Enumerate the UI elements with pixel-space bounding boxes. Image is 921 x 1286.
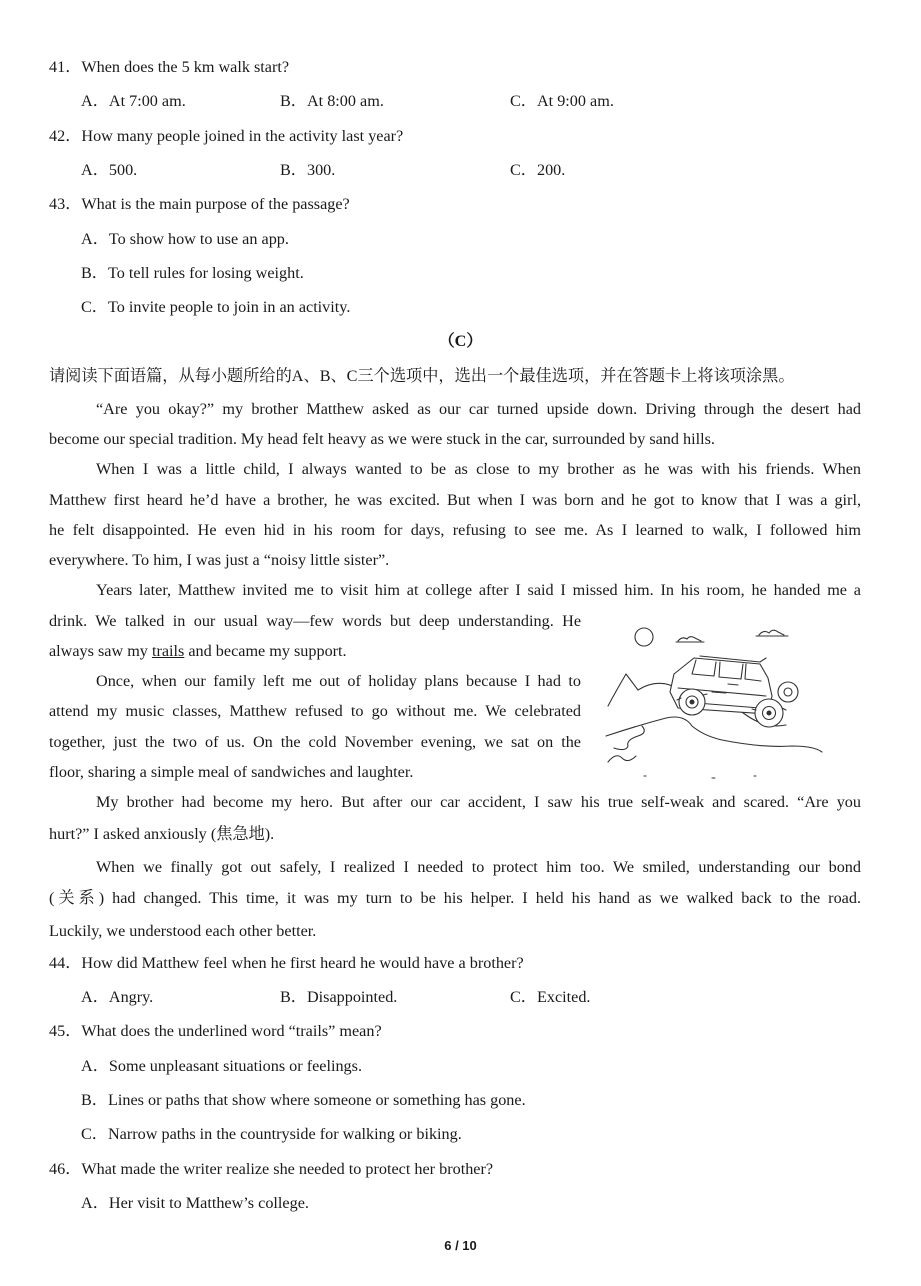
- passage-line: together, just the two of us. On the cold November evening, we sat on the: [49, 733, 581, 751]
- question-44-option-b: B．Disappointed.: [280, 988, 398, 1006]
- passage-line: everywhere. To him, I was just a “noisy little sister”.: [49, 551, 390, 569]
- cloud-icon: [676, 637, 704, 642]
- passage-line: When we finally got out safely, I realized I needed to protect him too. We smiled, understanding our bond: [96, 858, 861, 876]
- question-44-stem: 44．How did Matthew feel when he first heard he would have a brother?: [49, 954, 524, 972]
- question-42-option-c: C．200.: [510, 161, 566, 179]
- passage-line: (关系) had changed. This time, it was my turn to be his helper. I held his hand as we walked back to the road.: [49, 889, 861, 907]
- car-desert-illustration: [604, 618, 836, 780]
- question-43-option-c: C．To invite people to join in an activity.: [81, 298, 351, 316]
- question-43-stem: 43．What is the main purpose of the passage?: [49, 195, 350, 213]
- question-41-stem: 41．When does the 5 km walk start?: [49, 58, 290, 76]
- question-41-option-b: B．At 8:00 am.: [280, 92, 384, 110]
- page-number: 6 / 10: [444, 1238, 477, 1253]
- passage-line: attend my music classes, Matthew refused to go without me. We celebrated: [49, 702, 581, 720]
- question-45-option-a: A．Some unpleasant situations or feelings.: [81, 1057, 362, 1075]
- passage-line-with-underline: [49, 641, 347, 661]
- passage-line: Matthew first heard he’d have a brother, he was excited. But when I was born and he got to know that I was a girl,: [49, 491, 861, 509]
- sun-icon: [635, 628, 653, 646]
- question-45-option-c: C．Narrow paths in the countryside for walking or biking.: [81, 1125, 462, 1143]
- passage-line: “Are you okay?” my brother Matthew asked as our car turned upside down. Driving through the desert had: [96, 400, 861, 418]
- passage-text: and became my support.: [184, 642, 347, 660]
- question-46-stem: 46．What made the writer realize she needed to protect her brother?: [49, 1160, 494, 1178]
- section-heading: （C）: [438, 332, 483, 350]
- passage-line: Once, when our family left me out of holiday plans because I had to: [96, 672, 581, 690]
- question-42-stem: 42．How many people joined in the activity last year?: [49, 127, 404, 145]
- passage-line: floor, sharing a simple meal of sandwiches and laughter.: [49, 763, 414, 781]
- underlined-word-trails: trails: [151, 642, 185, 660]
- question-41-option-a: A．At 7:00 am.: [81, 92, 186, 110]
- cloud-icon: [756, 630, 788, 636]
- section-instruction: 请阅读下面语篇，从每小题所给的A、B、C三个选项中，选出一个最佳选项，并在答题卡上将该项涂黑。: [49, 367, 795, 385]
- question-45-stem: 45．What does the underlined word “trails” mean?: [49, 1022, 382, 1040]
- question-43-option-a: A．To show how to use an app.: [81, 230, 289, 248]
- passage-line: hurt?” I asked anxiously (焦急地).: [49, 825, 275, 843]
- passage-line: become our special tradition. My head felt heavy as we were stuck in the car, surrounded by sand hills.: [49, 430, 715, 448]
- passage-line: Luckily, we understood each other better.: [49, 922, 317, 940]
- question-41-option-c: C．At 9:00 am.: [510, 92, 614, 110]
- passage-line: he felt disappointed. He even hid in his room for days, refusing to see me. As I learned to walk, I followed him: [49, 521, 861, 539]
- question-42-option-b: B．300.: [280, 161, 336, 179]
- question-45-option-b: B．Lines or paths that show where someone or something has gone.: [81, 1091, 526, 1109]
- car-icon: [670, 656, 798, 727]
- passage-line: drink. We talked in our usual way—few words but deep understanding. He: [49, 612, 581, 630]
- question-46-option-a: A．Her visit to Matthew’s college.: [81, 1194, 309, 1212]
- question-44-option-a: A．Angry.: [81, 988, 154, 1006]
- passage-line: When I was a little child, I always wanted to be as close to my brother as he was with his friends. When: [96, 460, 861, 478]
- question-42-option-a: A．500.: [81, 161, 138, 179]
- passage-line: Years later, Matthew invited me to visit him at college after I said I missed him. In his room, he handed me a: [96, 581, 861, 599]
- passage-line: My brother had become my hero. But after our car accident, I saw his true self-weak and scared. “Are you: [96, 793, 861, 811]
- passage-text: always saw my: [49, 642, 152, 660]
- question-44-option-c: C．Excited.: [510, 988, 591, 1006]
- question-43-option-b: B．To tell rules for losing weight.: [81, 264, 304, 282]
